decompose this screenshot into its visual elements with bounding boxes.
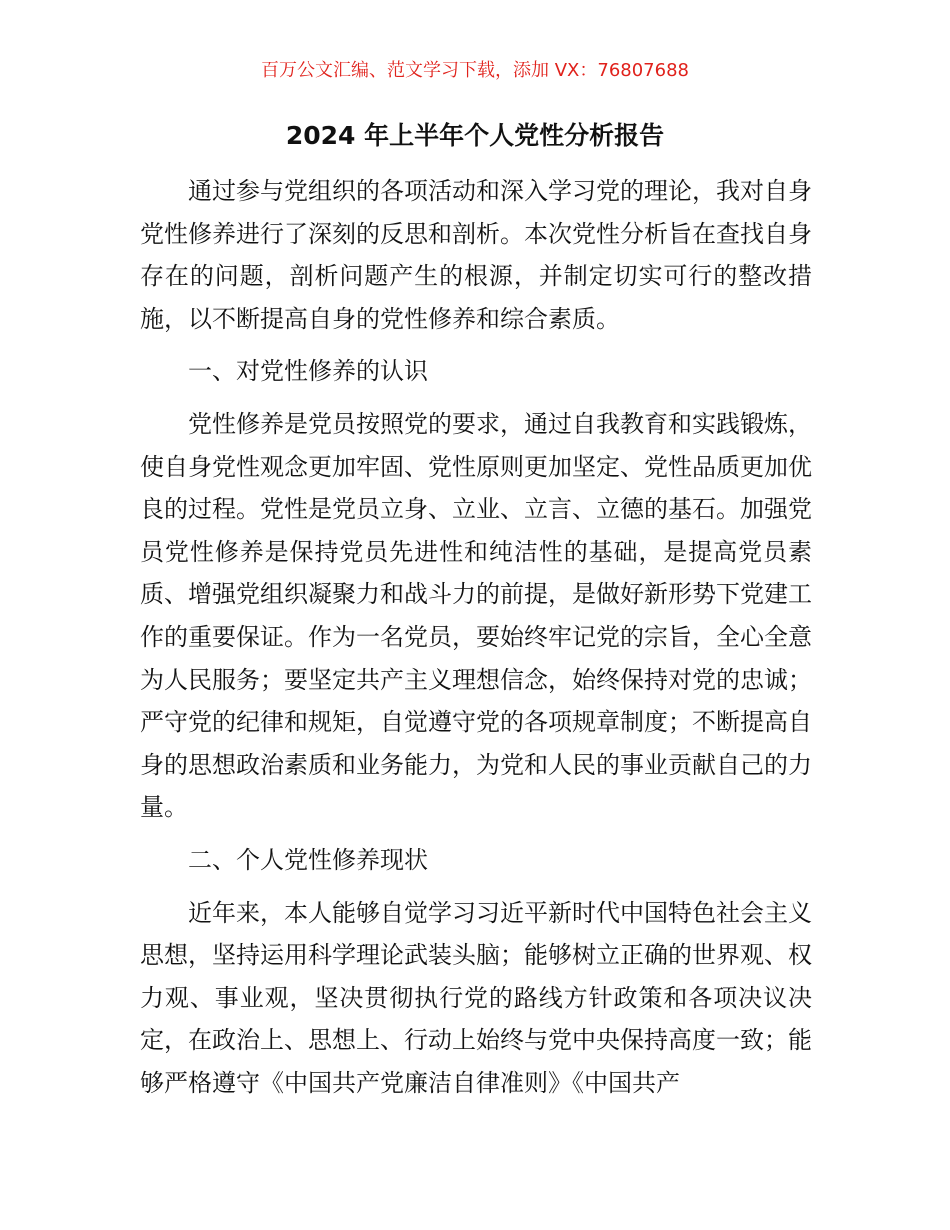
spacer: [140, 393, 812, 403]
watermark-banner: 百万公文汇编、范文学习下载，添加 VX：76807688: [261, 60, 689, 81]
paragraph-intro: 通过参与党组织的各项活动和深入学习党的理论，我对自身党性修养进行了深刻的反思和剖析。本次党性分析旨在查找自身存在的问题，剖析问题产生的根源，并制定切实可行的整改措施，以不断提高自身的党性修养和综合素质。: [140, 177, 812, 333]
spacer: [140, 340, 812, 350]
document-title: 2024 年上半年个人党性分析报告: [285, 121, 665, 150]
paragraph-section-2: 近年来，本人能够自觉学习习近平新时代中国特色社会主义思想，坚持运用科学理论武装头脑；能够树立正确的世界观、权力观、事业观，坚决贯彻执行党的路线方针政策和各项决议决定，在政治上、思想上、行动上始终与党中央保持高度一致；能够严格遵守《中国共产党廉洁自律准则》《中国共产: [140, 898, 812, 1097]
document-body: [140, 170, 812, 1104]
spacer: [140, 882, 812, 892]
paragraph-section-1: 党性修养是党员按照党的要求，通过自我教育和实践锻炼，使自身党性观念更加牢固、党性原则更加坚定、党性品质更加优良的过程。党性是党员立身、立业、立言、立德的基石。加强党员党性修养是保持党员先进性和纯洁性的基础，是提高党员素质、增强党组织凝聚力和战斗力的前提，是做好新形势下党建工作的重要保证。作为一名党员，要始终牢记党的宗旨，全心全意为人民服务；要坚定共产主义理想信念，始终保持对党的忠诚；严守党的纪律和规矩，自觉遵守党的各项规章制度；不断提高自身的思想政治素质和业务能力，为党和人民的事业贡献自己的力量。: [140, 409, 812, 822]
section-heading-1: 一、对党性修养的认识: [188, 357, 428, 386]
spacer: [140, 829, 812, 839]
section-heading-2: 二、个人党性修养现状: [188, 845, 428, 874]
